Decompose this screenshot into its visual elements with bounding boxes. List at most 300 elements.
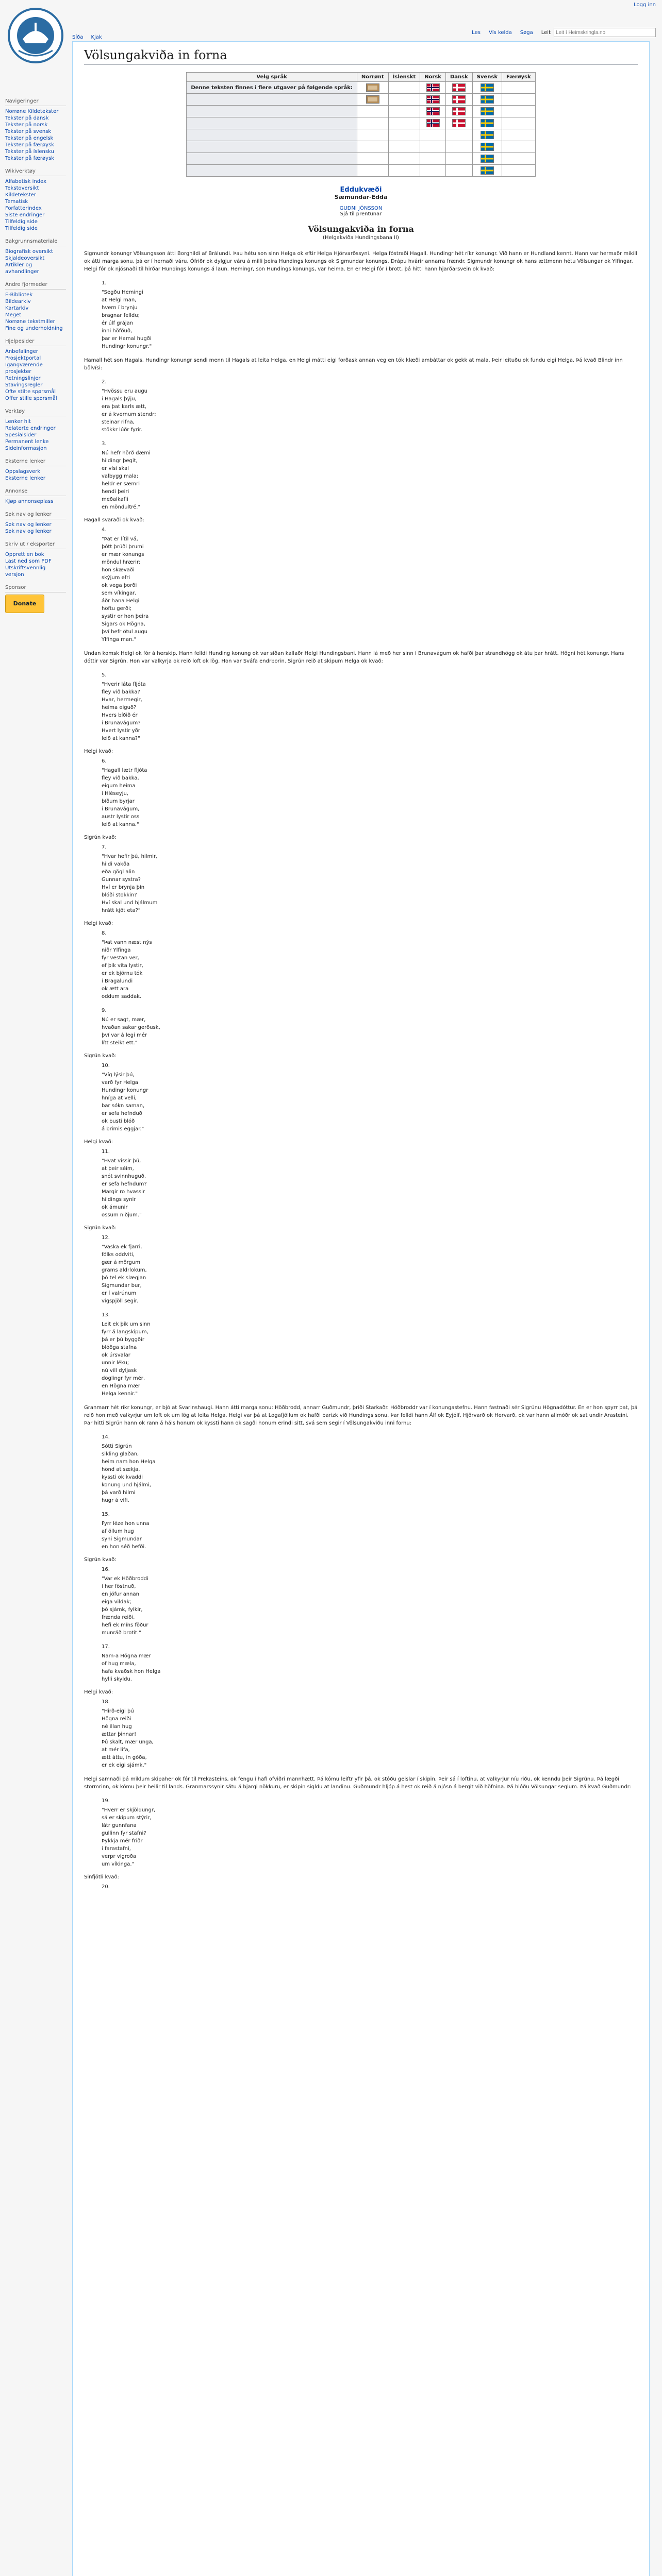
stanza-number: 19. xyxy=(102,1798,110,1804)
language-cell xyxy=(502,141,535,153)
sidebar-link[interactable]: Opprett en bok xyxy=(5,552,44,557)
sidebar-link[interactable]: Forfatterindex xyxy=(5,206,42,211)
sidebar-link[interactable]: Sideinformasjon xyxy=(5,446,47,451)
verse-line: hon skævaði xyxy=(102,567,135,573)
stanza-number: 14. xyxy=(102,1434,110,1440)
flag-sweden-icon[interactable] xyxy=(481,95,494,104)
verse-line: lítt steikt ett." xyxy=(102,1040,138,1046)
verse-line: bar sókn saman, xyxy=(102,1103,145,1109)
flag-sweden-icon[interactable] xyxy=(481,83,494,92)
search-input[interactable] xyxy=(554,28,656,37)
language-row-label xyxy=(187,165,357,177)
poem-subtitle: (Helgakviða Hundingsbana II) xyxy=(323,235,399,241)
verse-line: eða gögl alin xyxy=(102,869,135,875)
language-row-label xyxy=(187,106,357,117)
language-cell[interactable] xyxy=(472,82,502,94)
stanza xyxy=(102,279,638,350)
speaker-line: Sigrún kvað: xyxy=(84,1053,117,1059)
language-cell xyxy=(445,141,472,153)
sidebar-link[interactable]: Permanent lenke xyxy=(5,439,49,445)
language-cell xyxy=(388,153,420,165)
stanza-number: 2. xyxy=(102,379,107,385)
language-cell xyxy=(502,94,535,106)
sidebar-link[interactable]: Tematisk xyxy=(5,199,28,205)
intro-paragraph: Sigmundr konungr Völsungsson átti Borghildi af Brálundi. Þau hétu son sinn Helga ok eftir Helga Hjörvarðssyni. Helga fóstraði Hagall. Hundingr hét ríkr konungr. Við hann er Hundland kennt. Hann var hermaðr mikill ok átti marga sonu, þá er í hernaði váru. Ófriðr ok dylgjur váru á milli þeira Hundings konungs ok Sigmundar konungs. Drápu hvárir annarra frændr. Sigmundr konungr ok hans ættmenn hétu Völsungar ok Ylfingar. Helgi fór ok njósnaði til hirðar Hundings konungs á laun. Hemingr, son Hundings konungs, var heima. En er Helgi fór í brott, þá hitti hann hjarðarsvein ok kvað: xyxy=(84,251,637,272)
verse-line: skýjum efri xyxy=(102,575,130,581)
verse-line: "Þat vann næst nýs xyxy=(102,940,152,945)
sidebar-link[interactable]: Utskriftsvennlig versjon xyxy=(5,565,46,578)
stanza-number: 5. xyxy=(102,672,107,678)
language-cell xyxy=(388,82,420,94)
stanza-number: 1. xyxy=(102,280,107,286)
verse-line: Hví skal und hjálmum xyxy=(102,900,158,906)
poem-body xyxy=(84,279,638,1891)
sidebar-section xyxy=(5,281,66,332)
verse-line: heldr er sæmri xyxy=(102,481,140,487)
language-cell[interactable] xyxy=(445,106,472,117)
verse-line: Leit ek þik um sinn xyxy=(102,1321,151,1327)
verse-line: bragnar felldu; xyxy=(102,313,140,318)
language-row xyxy=(187,129,535,141)
language-cell xyxy=(357,106,388,117)
heimskringla-logo[interactable] xyxy=(7,7,64,64)
verse-line: þá er þú byggðir xyxy=(102,1337,144,1343)
flag-sweden-icon[interactable] xyxy=(481,107,494,115)
sidebar-link[interactable]: Tekster på svensk xyxy=(5,129,52,134)
language-cell[interactable] xyxy=(445,82,472,94)
flag-sweden-icon[interactable] xyxy=(481,131,494,139)
verse-line: eigum heima xyxy=(102,783,136,789)
verse-line: syni Sigmundar xyxy=(102,1536,142,1542)
verse-line: er á kvernum stendr; xyxy=(102,412,156,417)
tab-discussion[interactable]: Kjak xyxy=(91,35,102,40)
verse-line: hendi þeiri xyxy=(102,489,129,495)
language-header: Norsk xyxy=(420,73,446,82)
verse-line: er ek björnu tók xyxy=(102,971,143,976)
verse-line: meðalkafli xyxy=(102,497,128,502)
verse-line: steinar rifna, xyxy=(102,419,135,425)
verse-line: Nam-a Högna mær xyxy=(102,1653,151,1659)
verse-line: verpr vígroða xyxy=(102,1854,137,1859)
prose-paragraph: Undan komsk Helgi ok fór á herskip. Hann felldi Hunding konung ok var síðan kallaðr Helgi Hundingsbani. Hann lá með her sinn í Brunavágum ok hafði þar strandhögg ok átu þar hrátt. Högni hét konungr. Hans dóttir var Sigrún. Hon var valkyrja ok reið loft ok lög. Hon var Sváfa endrborin. Sigrún reið at skipum Helga ok kvað: xyxy=(84,651,624,664)
verse-line: möndul hrærir; xyxy=(102,560,141,565)
stanza xyxy=(102,440,638,511)
sidebar-link[interactable]: Relaterte endringer xyxy=(5,426,56,431)
author-link[interactable]: GUÐNI JÓNSSON xyxy=(339,206,383,211)
sidebar-link[interactable]: Stavingsregler xyxy=(5,382,43,388)
language-cell[interactable] xyxy=(420,82,446,94)
top-bar xyxy=(0,0,662,10)
verse-line: Hundingr konungr." xyxy=(102,344,152,349)
language-cell xyxy=(420,165,446,177)
verse-line: of hug mæla, xyxy=(102,1661,136,1667)
language-cell[interactable] xyxy=(472,117,502,129)
verse-line: hildingr þegit, xyxy=(102,458,138,464)
sidebar-link[interactable]: Prosjektportal xyxy=(5,355,41,361)
verse-line: Högna reiði xyxy=(102,1716,131,1722)
sidebar-section xyxy=(5,488,66,505)
language-cell xyxy=(388,165,420,177)
speaker-line: Helgi kvað: xyxy=(84,921,113,926)
stanza-number: 10. xyxy=(102,1063,110,1069)
verse-line: "Þat er lítil vá, xyxy=(102,536,138,542)
language-cell xyxy=(357,129,388,141)
verse-line: í Hagals þýju, xyxy=(102,396,137,402)
sidebar-link[interactable]: Meget xyxy=(5,312,22,318)
language-row xyxy=(187,106,535,117)
stanza xyxy=(102,1007,638,1047)
stanza-number: 7. xyxy=(102,844,107,850)
language-cell[interactable] xyxy=(420,94,446,106)
stanza xyxy=(102,1148,638,1219)
verse-line: Hvar, hermegir, xyxy=(102,697,142,703)
verse-line: munráð brotit." xyxy=(102,1630,141,1636)
verse-line: sem víkingar, xyxy=(102,590,137,596)
verse-line: gær á mörgum xyxy=(102,1260,140,1265)
verse-line: en möndultré." xyxy=(102,504,141,510)
verse-line: í her föstnuð, xyxy=(102,1584,136,1589)
sidebar-link[interactable]: Tekstoversikt xyxy=(5,185,39,191)
stanza-number: 15. xyxy=(102,1512,110,1517)
language-cell xyxy=(388,117,420,129)
sidebar-link[interactable]: Tekster på færøysk xyxy=(5,142,55,148)
verse-line: blóði stokkin? xyxy=(102,892,137,898)
verse-line: ættar þinnar! xyxy=(102,1732,137,1737)
sidebar-link[interactable]: Eksterne lenker xyxy=(5,476,45,481)
stanza-number: 3. xyxy=(102,441,107,447)
verse-line: snót svinnhuguð, xyxy=(102,1174,146,1179)
page-title: Völsungakviða in forna xyxy=(84,48,638,65)
donate-button[interactable]: Donate xyxy=(5,595,44,613)
verse-line: unnir léku; xyxy=(102,1360,129,1366)
verse-line: því hefr ötul augu xyxy=(102,629,148,635)
language-row-label xyxy=(187,94,357,106)
language-table xyxy=(186,72,535,177)
language-cell xyxy=(388,129,420,141)
verse-line: vígspjöll segir. xyxy=(102,1298,139,1304)
verse-line: inni höfðuð, xyxy=(102,328,133,334)
sidebar-link[interactable]: E-Bibliotek xyxy=(5,292,33,298)
verse-line: valbygg mala; xyxy=(102,473,139,479)
sidebar-link[interactable]: Siste endringer xyxy=(5,212,45,218)
sidebar-link[interactable]: Last ned som PDF xyxy=(5,558,52,564)
sidebar-heading: Sponsor xyxy=(5,584,66,592)
language-cell xyxy=(357,117,388,129)
language-cell[interactable] xyxy=(420,117,446,129)
flag-sweden-icon[interactable] xyxy=(481,119,494,127)
sidebar-heading: Hjelpesider xyxy=(5,338,66,346)
verse-line: ætt áttu, in góða, xyxy=(102,1755,147,1760)
verse-line: þar er Hamal hugði xyxy=(102,336,152,342)
verse-line: í farastafni, xyxy=(102,1846,131,1852)
search-area xyxy=(472,28,656,37)
verse-line: er í valrúnum xyxy=(102,1291,137,1296)
flag-norway-icon[interactable] xyxy=(426,119,440,127)
verse-line: "Hvössu eru augu xyxy=(102,388,148,394)
sidebar-heading: Skriv ut / eksporter xyxy=(5,541,66,549)
verse-line: fley við bakka? xyxy=(102,689,140,695)
speaker-line: Helgi kvað: xyxy=(84,1689,113,1695)
sidebar-link[interactable]: Kjøp annonseplass xyxy=(5,499,54,504)
verse-line: hugr á vífi. xyxy=(102,1498,129,1503)
stanza-number: 9. xyxy=(102,1008,107,1013)
verse-line: ossum niðjum." xyxy=(102,1212,142,1218)
language-row-label xyxy=(187,141,357,153)
sidebar-section xyxy=(5,238,66,275)
login-link[interactable]: Logg inn xyxy=(634,2,656,8)
flag-norway-icon[interactable] xyxy=(426,95,440,104)
verse-line: heim nam hon Helga xyxy=(102,1459,156,1465)
language-header: Íslenskt xyxy=(388,73,420,82)
verse-line: í Bragalundi xyxy=(102,978,133,984)
language-cell[interactable] xyxy=(445,94,472,106)
saga-name: Sæmundar-Edda xyxy=(334,194,388,200)
sidebar-link[interactable]: Igangværende prosjekter xyxy=(5,362,43,375)
tab-page[interactable]: Síða xyxy=(72,35,84,40)
sidebar-link[interactable]: Offer stille spørsmål xyxy=(5,396,57,401)
language-row xyxy=(187,141,535,153)
verse-line: af öllum hug xyxy=(102,1529,134,1534)
language-cell[interactable] xyxy=(472,153,502,165)
verse-line: konung und hjálmi, xyxy=(102,1482,152,1488)
language-cell[interactable] xyxy=(445,117,472,129)
sidebar-link[interactable]: Norrøne tekstmiller xyxy=(5,319,55,325)
stanza xyxy=(102,1511,638,1551)
language-cell xyxy=(502,129,535,141)
verse-line: í Brunavágum, xyxy=(102,806,140,812)
language-cell[interactable] xyxy=(420,106,446,117)
sidebar-link[interactable]: Kartarkiv xyxy=(5,306,29,311)
verse-line: gullinn fyr stafni? xyxy=(102,1831,146,1836)
verse-line: bíðum byrjar xyxy=(102,799,135,804)
verse-line: Margir ro hvassir xyxy=(102,1189,145,1195)
verse-line: "Hvat vissir þú, xyxy=(102,1158,141,1164)
tab-read[interactable]: Les xyxy=(472,29,481,36)
verse-line: en hon séð hefði. xyxy=(102,1544,146,1550)
verse-line: Gunnar systra? xyxy=(102,877,141,883)
author-note: Sjá til prentunar xyxy=(340,211,382,217)
language-cell[interactable] xyxy=(472,94,502,106)
language-header: Svensk xyxy=(472,73,502,82)
language-cell xyxy=(357,141,388,153)
flag-sweden-icon[interactable] xyxy=(481,155,494,163)
language-cell xyxy=(445,129,472,141)
flag-sweden-icon[interactable] xyxy=(481,143,494,151)
sidebar-link[interactable]: Artikler og avhandlinger xyxy=(5,262,39,275)
language-header: Færøysk xyxy=(502,73,535,82)
language-cell xyxy=(502,153,535,165)
sidebar-link[interactable]: Tekster på íslensku xyxy=(5,149,54,155)
verse-line: leið at kanna." xyxy=(102,822,139,827)
language-cell[interactable] xyxy=(472,141,502,153)
sidebar-heading: Verktøy xyxy=(5,408,66,416)
stanza-number: 13. xyxy=(102,1312,110,1318)
sidebar-link[interactable]: Bildearkiv xyxy=(5,299,31,304)
language-cell xyxy=(420,141,446,153)
verse-line: er vísi skal xyxy=(102,466,129,471)
verse-line: hvern í brynju xyxy=(102,305,138,311)
sidebar-link[interactable]: Tilfeldig side xyxy=(5,219,38,225)
sidebar-link[interactable]: Retningslinjer xyxy=(5,376,41,381)
language-cell xyxy=(388,94,420,106)
verse-line: þó tel ek slægjan xyxy=(102,1275,146,1281)
verse-line: um víkinga." xyxy=(102,1861,135,1867)
language-row xyxy=(187,117,535,129)
verse-line: hrátt kjöt eta?" xyxy=(102,908,141,913)
language-cell[interactable] xyxy=(472,129,502,141)
sidebar-link[interactable]: Søk nav og lenker xyxy=(5,529,52,534)
language-row-label xyxy=(187,153,357,165)
poem-title: Völsungakviða in forna xyxy=(308,224,414,234)
sidebar-link[interactable]: Tekster på færøysk xyxy=(5,156,55,161)
verse-line: í Hléseyju, xyxy=(102,791,128,796)
verse-line: látr gunnfana xyxy=(102,1823,137,1828)
language-cell[interactable] xyxy=(357,94,388,106)
prose-paragraph: Helgi samnaði þá miklum skipaher ok fór til Frekasteins, ok fengu í hafi ofviðri mannhætt. Þá kómu leiftr yfir þá, ok stóðu geislar í skipin. Þeir sá í loftinu, at valkyrjur níu riðu, ok kenndu þeir Sigrúnu. Þá lægði stormrinn, ok kómu þeir heilir til lands. Granmarssynir sátu á bjargi nökkuru, er skipin sigldu at landinu. Guðmundr hljóp á hest ok reið á njósn á bergit við höfnina. Þá hlóðu Völsungar seglum. Þá kvað Guðmundr: xyxy=(84,1776,632,1790)
sidebar-link[interactable]: Søk nav og lenker xyxy=(5,522,52,528)
stanza xyxy=(102,1234,638,1305)
verse-line: Nú er sagt, mær, xyxy=(102,1017,146,1023)
flag-denmark-icon[interactable] xyxy=(452,107,466,115)
verse-line: systir er hon þeira xyxy=(102,614,149,619)
language-cell[interactable] xyxy=(472,106,502,117)
search-label: Leit xyxy=(541,29,551,36)
flag-denmark-icon[interactable] xyxy=(452,95,466,104)
language-row xyxy=(187,153,535,165)
stanza xyxy=(102,378,638,434)
series-link[interactable]: Eddukvæði xyxy=(340,186,382,194)
sidebar-section xyxy=(5,168,66,232)
flag-parchment-icon[interactable] xyxy=(366,95,379,104)
verse-line: leið at kanna?" xyxy=(102,736,140,741)
language-cell xyxy=(420,129,446,141)
sidebar-link[interactable]: Kildetekster xyxy=(5,192,36,198)
verse-line: kyssti ok kvaddi xyxy=(102,1475,143,1480)
verse-line: hildi vakða xyxy=(102,861,130,867)
sidebar-link[interactable]: Tekster på engelsk xyxy=(5,135,54,141)
sidebar-link[interactable]: Anbefalinger xyxy=(5,349,38,354)
verse-line: at mér lifa, xyxy=(102,1747,130,1753)
verse-line: hafa kvaðsk hon Helga xyxy=(102,1669,161,1674)
verse-line: era þat karls ætt, xyxy=(102,404,147,410)
language-row-label xyxy=(187,129,357,141)
language-cell[interactable] xyxy=(472,165,502,177)
verse-line: fyrr á langskipum, xyxy=(102,1329,148,1335)
flag-norway-icon[interactable] xyxy=(426,107,440,115)
sidebar-heading: Eksterne lenker xyxy=(5,458,66,466)
verse-line: heima eiguð? xyxy=(102,705,137,710)
verse-line: Nú hefr hörð dæmi xyxy=(102,450,151,456)
verse-line: hefi ek míns föður xyxy=(102,1622,148,1628)
verse-line: "Hverr er skjöldungr, xyxy=(102,1807,156,1813)
language-cell xyxy=(502,165,535,177)
stanza xyxy=(102,526,638,643)
stanza xyxy=(102,1643,638,1683)
language-cell xyxy=(357,165,388,177)
verse-line: "Hverir láta fljóta xyxy=(102,682,146,687)
sidebar-link[interactable]: Biografisk oversikt xyxy=(5,249,53,255)
verse-line: niðr Ylfinga xyxy=(102,947,131,953)
sidebar-link[interactable]: Alfabetisk index xyxy=(5,179,47,184)
language-row xyxy=(187,82,535,94)
language-row xyxy=(187,165,535,177)
verse-line: hvaðan sakar gerðusk, xyxy=(102,1025,160,1030)
flag-parchment-icon[interactable] xyxy=(366,83,379,92)
verse-line: at þeir séim, xyxy=(102,1166,134,1172)
verse-line: er mær konungs xyxy=(102,552,144,557)
verse-line: stökkr lúðr fyrir. xyxy=(102,427,143,433)
stanza xyxy=(102,929,638,1001)
stanza-number: 18. xyxy=(102,1699,110,1705)
sidebar-section xyxy=(5,408,66,452)
verse-line: "Víg lýsir þú, xyxy=(102,1072,135,1078)
stanza xyxy=(102,1883,638,1891)
verse-line: döglingr fyr mér, xyxy=(102,1376,145,1381)
verse-line: Helga kennir." xyxy=(102,1391,138,1397)
language-row xyxy=(187,94,535,106)
verse-line: Fyrr léze hon unna xyxy=(102,1521,150,1527)
verse-line: Hvert lystir yðr xyxy=(102,728,140,734)
tab-history[interactable]: Søga xyxy=(520,29,533,36)
sidebar-link[interactable]: Spesialsider xyxy=(5,432,37,438)
verse-line: Sótti Sigrún xyxy=(102,1444,132,1449)
flag-sweden-icon[interactable] xyxy=(481,166,494,175)
stanza xyxy=(102,1433,638,1504)
prose-paragraph: Hamall hét son Hagals. Hundingr konungr sendi menn til Hagals at leita Helga, en Helgi mátti eigi forðask annan veg en tók klæði ambáttar ok gekk at mala. Þeir leituðu ok fundu eigi Helga. Þá kvað Blindr inn bölvísi: xyxy=(84,358,623,371)
sidebar-link[interactable]: Norrøne Kildetekster xyxy=(5,109,59,114)
verse-line: ok vega þorði xyxy=(102,583,137,588)
tab-view-source[interactable]: Vís kelda xyxy=(488,29,512,36)
stanza-number: 11. xyxy=(102,1149,110,1155)
sidebar-section xyxy=(5,511,66,535)
stanza-number: 6. xyxy=(102,758,107,764)
sidebar-link[interactable]: Lenker hit xyxy=(5,419,31,425)
sidebar-section xyxy=(5,584,66,613)
sidebar-section xyxy=(5,338,66,402)
sidebar-heading: Navigeringer xyxy=(5,98,66,106)
sidebar-link[interactable]: Tilfeldig side xyxy=(5,226,38,231)
verse-line: er sefa hefndum? xyxy=(102,1181,147,1187)
sidebar-heading: Wikiverktøy xyxy=(5,168,66,176)
verse-line: hönd at sækja, xyxy=(102,1467,140,1472)
stanza-number: 20. xyxy=(102,1884,110,1890)
sidebar-link[interactable]: Oppslagsverk xyxy=(5,469,41,474)
prose-paragraph: Granmarr hét ríkr konungr, er bjó at Svarinshaugi. Hann átti marga sonu: Höðbrodd, annarr Guðmundr, þriði Starkaðr. Höðbroddr var í konungastefnu. Hann fastnaði sér Sigrúnu Högnadóttur. En er hon spyrr þat, þá reið hon með valkyrjur um loft ok um lög at leita Helga. Helgi var þá at Logafjöllum ok hafði barizk við Hundings sonu. Þar felldi hann Álf ok Eyjólf, Hjörvarð ok Hervarð, ok var hann allmóðr ok sat undir Arasteini. Þar hitti Sigrún hann ok rann á háls honum ok kyssti hann ok sagði honum erindi sitt, svá sem segir í Völsungakviðu inni fornu: xyxy=(84,1405,638,1426)
language-cell[interactable] xyxy=(357,82,388,94)
language-cell xyxy=(502,117,535,129)
sidebar-link[interactable]: Fine og underholdning xyxy=(5,326,63,331)
sidebar-link[interactable]: Ofte stilte spørsmål xyxy=(5,389,56,395)
speaker-line: Sigrún kvað: xyxy=(84,1225,117,1231)
sidebar-link[interactable]: Skjaldeoversikt xyxy=(5,256,45,261)
flag-norway-icon[interactable] xyxy=(426,83,440,92)
verse-line: ér úlf grájan xyxy=(102,320,134,326)
language-header: Velg språk xyxy=(187,73,357,82)
verse-line: blóðga stafna xyxy=(102,1345,137,1350)
language-cell xyxy=(502,82,535,94)
verse-line: "Segðu Hemingi xyxy=(102,290,143,295)
sidebar-link[interactable]: Tekster på norsk xyxy=(5,122,48,128)
sidebar-heading: Andre fjormeder xyxy=(5,281,66,290)
speaker-line: Sinfjötli kvað: xyxy=(84,1874,119,1880)
verse-line: oddum saddak. xyxy=(102,994,142,999)
flag-denmark-icon[interactable] xyxy=(452,83,466,92)
sidebar-link[interactable]: Tekster på dansk xyxy=(5,115,49,121)
flag-denmark-icon[interactable] xyxy=(452,119,466,127)
language-cell xyxy=(502,106,535,117)
verse-line: á brimis eggjar." xyxy=(102,1126,144,1132)
speaker-line: Sigrún kvað: xyxy=(84,1557,117,1563)
